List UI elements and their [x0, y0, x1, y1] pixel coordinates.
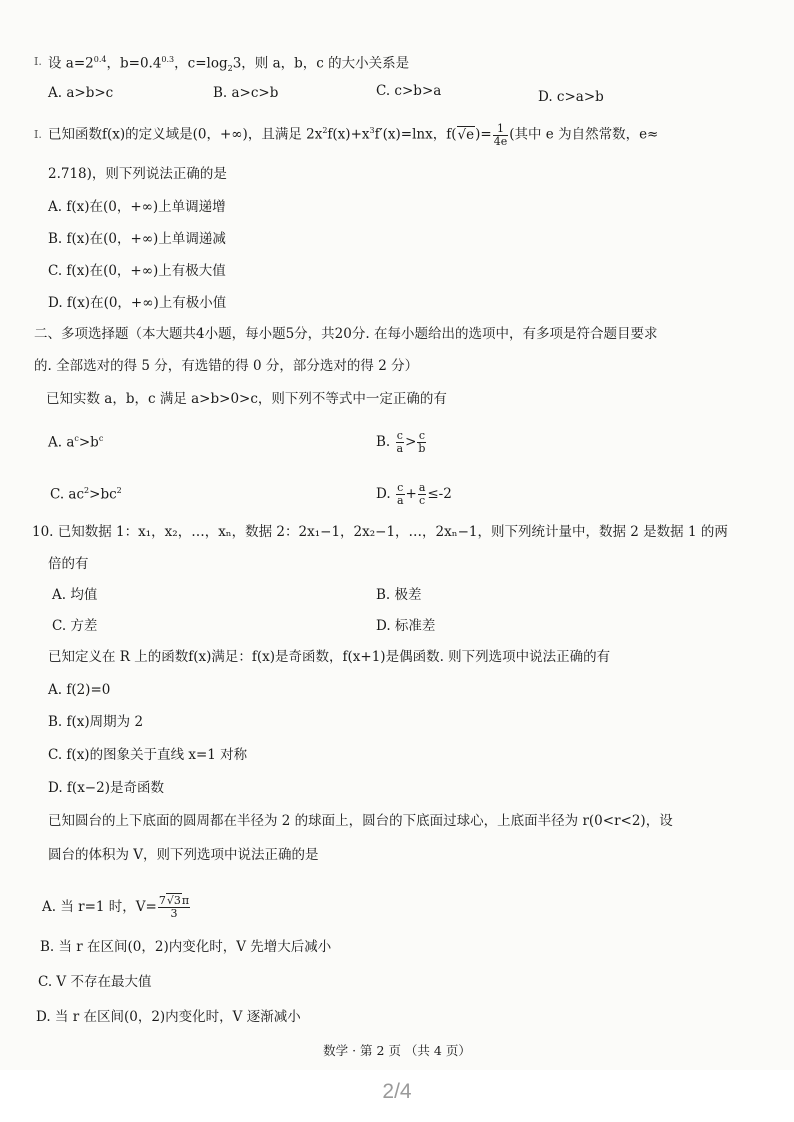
sqrt-e: √e	[457, 126, 475, 143]
q9-c-label: C. ac	[50, 486, 85, 503]
q9-b-frac2	[417, 430, 426, 455]
q11-option-a: A. f(2)=0	[48, 682, 111, 698]
q12-stem-line2: 圆台的体积为 V，则下列选项中说法正确的是	[48, 847, 319, 863]
q12-a-num-coef: 7	[158, 894, 166, 907]
q8-frac-numerator: 1	[493, 123, 509, 136]
q12-option-b: B. 当 r 在区间(0，2)内变化时，V 先增大后减小	[40, 939, 332, 955]
q9-b-frac1	[396, 430, 405, 455]
q9-c-exp2: 2	[116, 486, 122, 495]
q9-c-exp1: 2	[84, 486, 90, 495]
q9-a-exp1: c	[74, 434, 79, 443]
question-number-fragment: I.	[34, 55, 42, 68]
q7-stem-b: ，b=0.4	[106, 55, 162, 72]
q9-d-frac2	[418, 482, 427, 507]
q10-stem: 10. 已知数据 1：x₁，x₂，…，xₙ，数据 2：2x₁−1，2x₂−1，…，2xₙ−1，则下列统计量中，数据 2 是数据 1 的两	[32, 524, 728, 540]
q9-b-den2: b	[418, 442, 426, 455]
q9-c-mid: >bc	[89, 486, 117, 503]
q8-stem-5: (其中 e 为自然常数，e≈	[509, 126, 659, 143]
q9-a-label: A. a	[48, 434, 75, 451]
q9-b-den1: a	[396, 442, 404, 455]
q7-a-exponent: 0.4	[93, 55, 107, 64]
q8-frac-denominator: 4e	[493, 134, 508, 148]
q9-d-den2: c	[419, 494, 426, 507]
q11-option-b: B. f(x)周期为 2	[48, 714, 144, 730]
q9-d-label: D.	[376, 486, 391, 502]
q9-option-c	[50, 482, 122, 504]
page-footer: 数学 · 第 2 页 （共 4 页）	[323, 1043, 471, 1058]
q9-a-mid: >b	[78, 434, 99, 451]
q9-d-tail: ≤-2	[427, 486, 452, 502]
q7-stem-rest: 3，则 a，b，c 的大小关系是	[232, 55, 410, 72]
q7-stem-c: ，c=log	[174, 55, 228, 72]
q12-a-denominator: 3	[170, 907, 178, 920]
q8-stem-1: 已知函数f(x)的定义域是(0，+∞)，且满足 2x	[48, 126, 323, 143]
q9-option-d	[376, 482, 452, 507]
page-indicator: 2/4	[382, 1080, 412, 1103]
q11-option-c: C. f(x)的图象关于直线 x=1 对称	[48, 747, 248, 763]
question-number-fragment: I.	[34, 128, 42, 141]
q8-sqrt-e: e	[466, 126, 475, 143]
q12-a-num-pi: π	[181, 894, 190, 907]
q9-d-operator: +	[405, 486, 417, 502]
q10-stem-line2: 倍的有	[48, 556, 89, 572]
q12-a-fraction	[158, 895, 190, 920]
q8-exp-2: 2	[322, 126, 328, 135]
q8-exp-3: 3	[369, 126, 375, 135]
q8-stem-3: f′(x)=lnx，f(	[374, 126, 457, 143]
q9-b-num2: c	[418, 429, 425, 442]
q10-option-a: A. 均值	[52, 587, 98, 603]
q9-d-num1: c	[397, 481, 404, 494]
q7-option-c: C. c>b>a	[376, 83, 442, 99]
q8-option-a: A. f(x)在(0，+∞)上单调递增	[48, 199, 226, 215]
q8-option-d: D. f(x)在(0，+∞)上有极小值	[48, 295, 227, 311]
q7-b-exponent: 0.3	[161, 55, 175, 64]
q9-b-operator: >	[405, 434, 417, 450]
q12-option-c: C. V 不存在最大值	[38, 974, 152, 990]
q7-option-d: D. c>a>b	[538, 89, 604, 105]
q8-stem-4: )=	[475, 126, 492, 143]
q9-option-a	[48, 430, 103, 452]
q12-a-label: A. 当 r=1 时，V=	[42, 899, 157, 915]
q8-option-b: B. f(x)在(0，+∞)上单调递减	[48, 231, 226, 247]
q12-option-d: D. 当 r 在区间(0，2)内变化时，V 逐渐减小	[36, 1009, 301, 1025]
section-2-instructions: 的. 全部选对的得 5 分，有选错的得 0 分，部分选对的得 2 分）	[34, 358, 419, 374]
q9-d-den1: a	[396, 494, 404, 507]
q12-a-num-radicand: 3	[173, 894, 181, 907]
q7-option-a: A. a>b>c	[48, 85, 114, 101]
q9-b-label: B.	[376, 434, 391, 450]
q12-option-a	[42, 895, 191, 920]
q7-log-base: 2	[227, 64, 233, 74]
section-2-heading: 二、多项选择题（本大题共4小题，每小题5分，共20分. 在每小题给出的选项中，有多项是符合题目要求	[34, 326, 658, 342]
q8-stem-line2: 2.718)，则下列说法正确的是	[48, 166, 227, 182]
q10-option-c: C. 方差	[52, 618, 98, 634]
q9-option-b	[376, 430, 427, 455]
q8-option-c: C. f(x)在(0，+∞)上有极大值	[48, 263, 226, 279]
q11-option-d: D. f(x−2)是奇函数	[48, 780, 164, 796]
q9-d-num2: a	[418, 481, 426, 494]
q8-stem-2: f(x)+x	[327, 126, 370, 143]
q9-stem: 已知实数 a，b，c 满足 a>b>0>c，则下列不等式中一定正确的有	[46, 391, 447, 407]
q9-d-frac1	[396, 482, 405, 507]
sqrt-3: √3	[166, 894, 181, 907]
q8-fraction	[493, 123, 509, 148]
q7-option-b: B. a>c>b	[213, 85, 279, 101]
q7-stem-a: 设 a=2	[48, 55, 94, 72]
q12-stem: 已知圆台的上下底面的圆周都在半径为 2 的球面上，圆台的下底面过球心，上底面半径为 r(0<r<2)，设	[48, 813, 673, 829]
q11-stem: 已知定义在 R 上的函数f(x)满足：f(x)是奇函数，f(x+1)是偶函数. 则下列选项中说法正确的有	[48, 649, 611, 665]
q9-a-exp2: c	[98, 434, 104, 443]
q10-option-b: B. 极差	[376, 587, 422, 603]
q7-stem	[48, 51, 409, 78]
q9-b-num1: c	[396, 429, 403, 442]
q10-option-d: D. 标准差	[376, 618, 436, 634]
q8-stem	[48, 122, 658, 148]
